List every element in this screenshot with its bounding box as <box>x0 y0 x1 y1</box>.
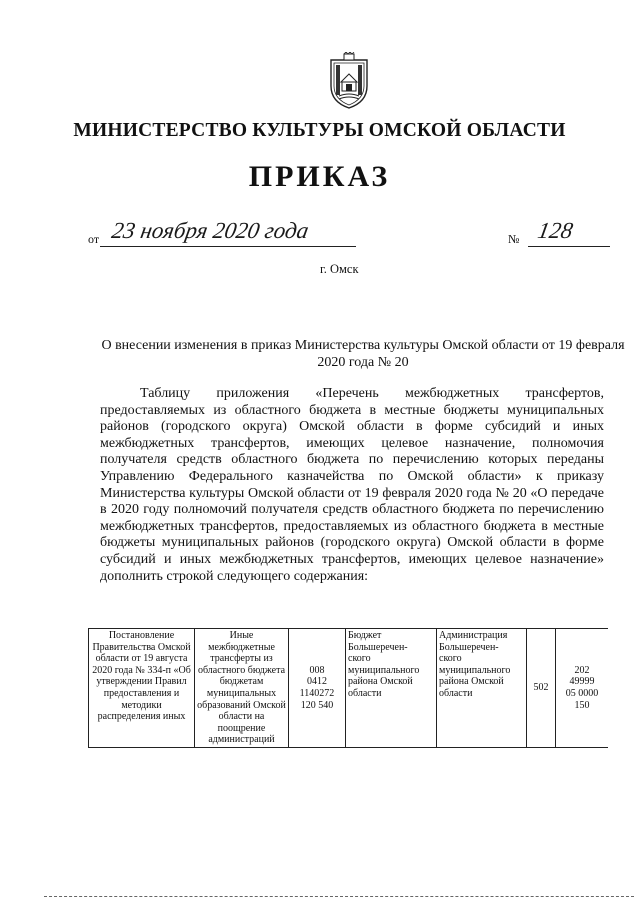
document-type-title: ПРИКАЗ <box>248 160 391 193</box>
date-underline <box>100 246 356 247</box>
transfers-table <box>88 628 608 748</box>
ministry-name: МИНИСТЕРСТВО КУЛЬТУРЫ ОМСКОЙ ОБЛАСТИ <box>73 120 566 141</box>
date-prefix-label: от <box>88 232 100 246</box>
table-cell-revenue-code: 202 49999 05 0000 150 <box>556 629 609 748</box>
omsk-coat-of-arms-emblem <box>325 52 373 110</box>
table-row <box>89 629 609 748</box>
order-body-paragraph: Таблицу приложения «Перечень межбюджетных трансфертов, предоставляемых из областного бюджета в местные бюджеты муниципальных районов (городского округа) Омской области в форме субсидий и иных межбюджетных трансфертов, имеющих целевое назначение, полномочия получателя средств областного бюджета по перечислению которых переданы Управлению Федерального казначейства по Омской области» к приказу Министерства культуры Омской области от 19 февраля 2020 года № 20 «О передаче в 2020 году полномочий получателя средств областного бюджета по перечислению межбюджетных трансфертов, предоставляемых из областного бюджета в местные бюджеты муниципальных районов (городского округа) Омской области в форме субсидий и иных межбюджетных трансфертов, имеющих целевое назначение» дополнить строкой следующего содержания: <box>100 386 604 584</box>
table-cell-code: 502 <box>527 629 556 748</box>
handwritten-date: 23 ноября 2020 года <box>109 218 311 243</box>
table-cell-budget-classification: 008 0412 1140272 120 540 <box>289 629 346 748</box>
handwritten-order-number: 128 <box>535 218 575 243</box>
table-cell-recipient-budget: Бюджет Большеречен- ского муниципального района Омской области <box>346 629 437 748</box>
order-subject: О внесении изменения в приказ Министерства культуры Омской области от 19 февраля 2020 года № 20 <box>101 338 625 370</box>
number-underline <box>528 246 610 247</box>
table-cell-administrator: Администрация Большеречен- ского муниципального района Омской области <box>437 629 527 748</box>
page-bottom-edge <box>44 896 634 897</box>
table-cell-legal-basis: Постановление Правительства Омской области от 19 августа 2020 года № 334-п «Об утверждении Правил предоставления и методики распределения иных <box>89 629 195 748</box>
number-prefix-label: № <box>508 232 520 246</box>
city-label: г. Омск <box>320 262 359 276</box>
table-cell-transfer-name: Иные межбюджетные трансферты из областного бюджета бюджетам муниципальных образований Омской области на поощрение администраций <box>195 629 289 748</box>
